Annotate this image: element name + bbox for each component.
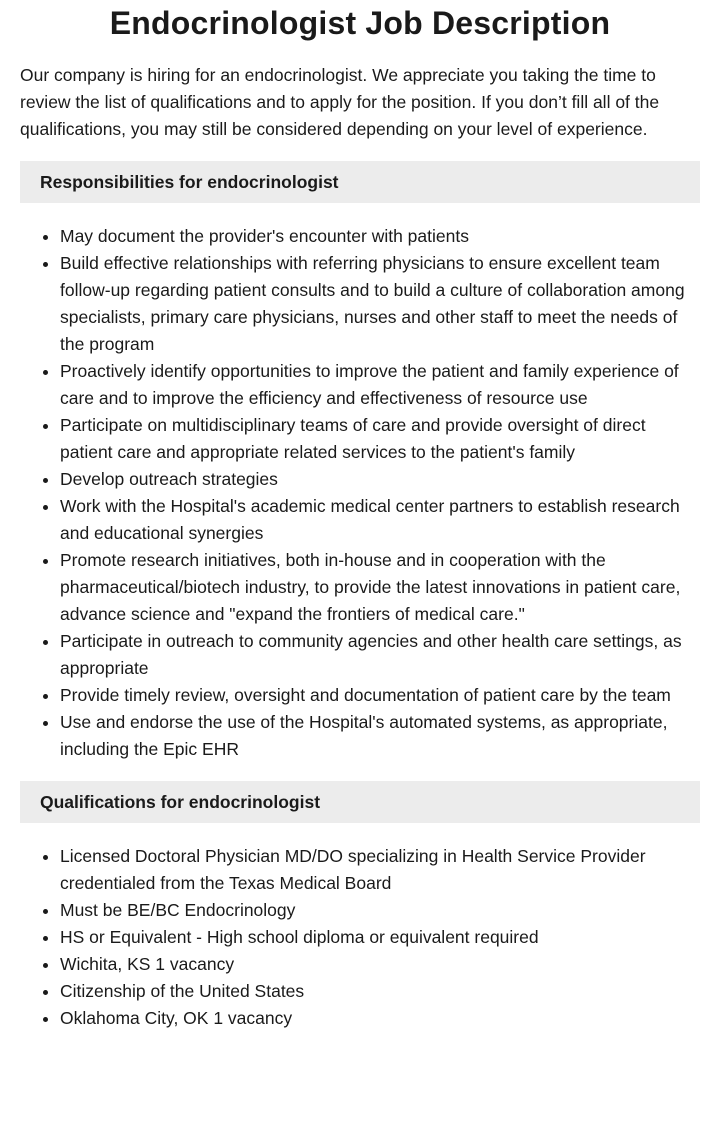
list-item: • Licensed Doctoral Physician MD/DO specializing in Health Service Provider credentialed from the Texas Medical Board [60,843,700,897]
list-item: • Work with the Hospital's academic medical center partners to establish research and educational synergies [60,493,700,547]
list-item: • Provide timely review, oversight and documentation of patient care by the team [60,682,700,709]
list-item: • Develop outreach strategies [60,466,700,493]
list-item: • Participate in outreach to community agencies and other health care settings, as appropriate [60,628,700,682]
list-item: • Oklahoma City, OK 1 vacancy [60,1005,700,1032]
list-item: • Use and endorse the use of the Hospital's automated systems, as appropriate, including the Epic EHR [60,709,700,763]
qualifications-heading: Qualifications for endocrinologist [20,781,700,823]
list-item: • Proactively identify opportunities to improve the patient and family experience of care and to improve the efficiency and effectiveness of resource use [60,358,700,412]
list-item: • Build effective relationships with referring physicians to ensure excellent team follow-up regarding patient consults and to build a culture of collaboration among specialists, primary care physicians, nurses and other staff to meet the needs of the program [60,250,700,358]
list-item: • Wichita, KS 1 vacancy [60,951,700,978]
list-item: • May document the provider's encounter with patients [60,223,700,250]
list-item: • Participate on multidisciplinary teams of care and provide oversight of direct patient care and appropriate related services to the patient's family [60,412,700,466]
intro-paragraph: Our company is hiring for an endocrinologist. We appreciate you taking the time to review the list of qualifications and to apply for the position. If you don’t fill all of the qualifications, you may still be considered depending on your level of experience. [20,65,660,139]
qualifications-list [20,843,700,1032]
list-item: • Citizenship of the United States [60,978,700,1005]
list-item: • Must be BE/BC Endocrinology [60,897,700,924]
page-title: Endocrinologist Job Description [109,5,611,41]
responsibilities-heading: Responsibilities for endocrinologist [20,161,700,203]
list-item: • HS or Equivalent - High school diploma or equivalent required [60,924,700,951]
responsibilities-list [20,223,700,763]
list-item: • Promote research initiatives, both in-house and in cooperation with the pharmaceutical/biotech industry, to provide the latest innovations in patient care, advance science and "expand the frontiers of medical care." [60,547,700,628]
